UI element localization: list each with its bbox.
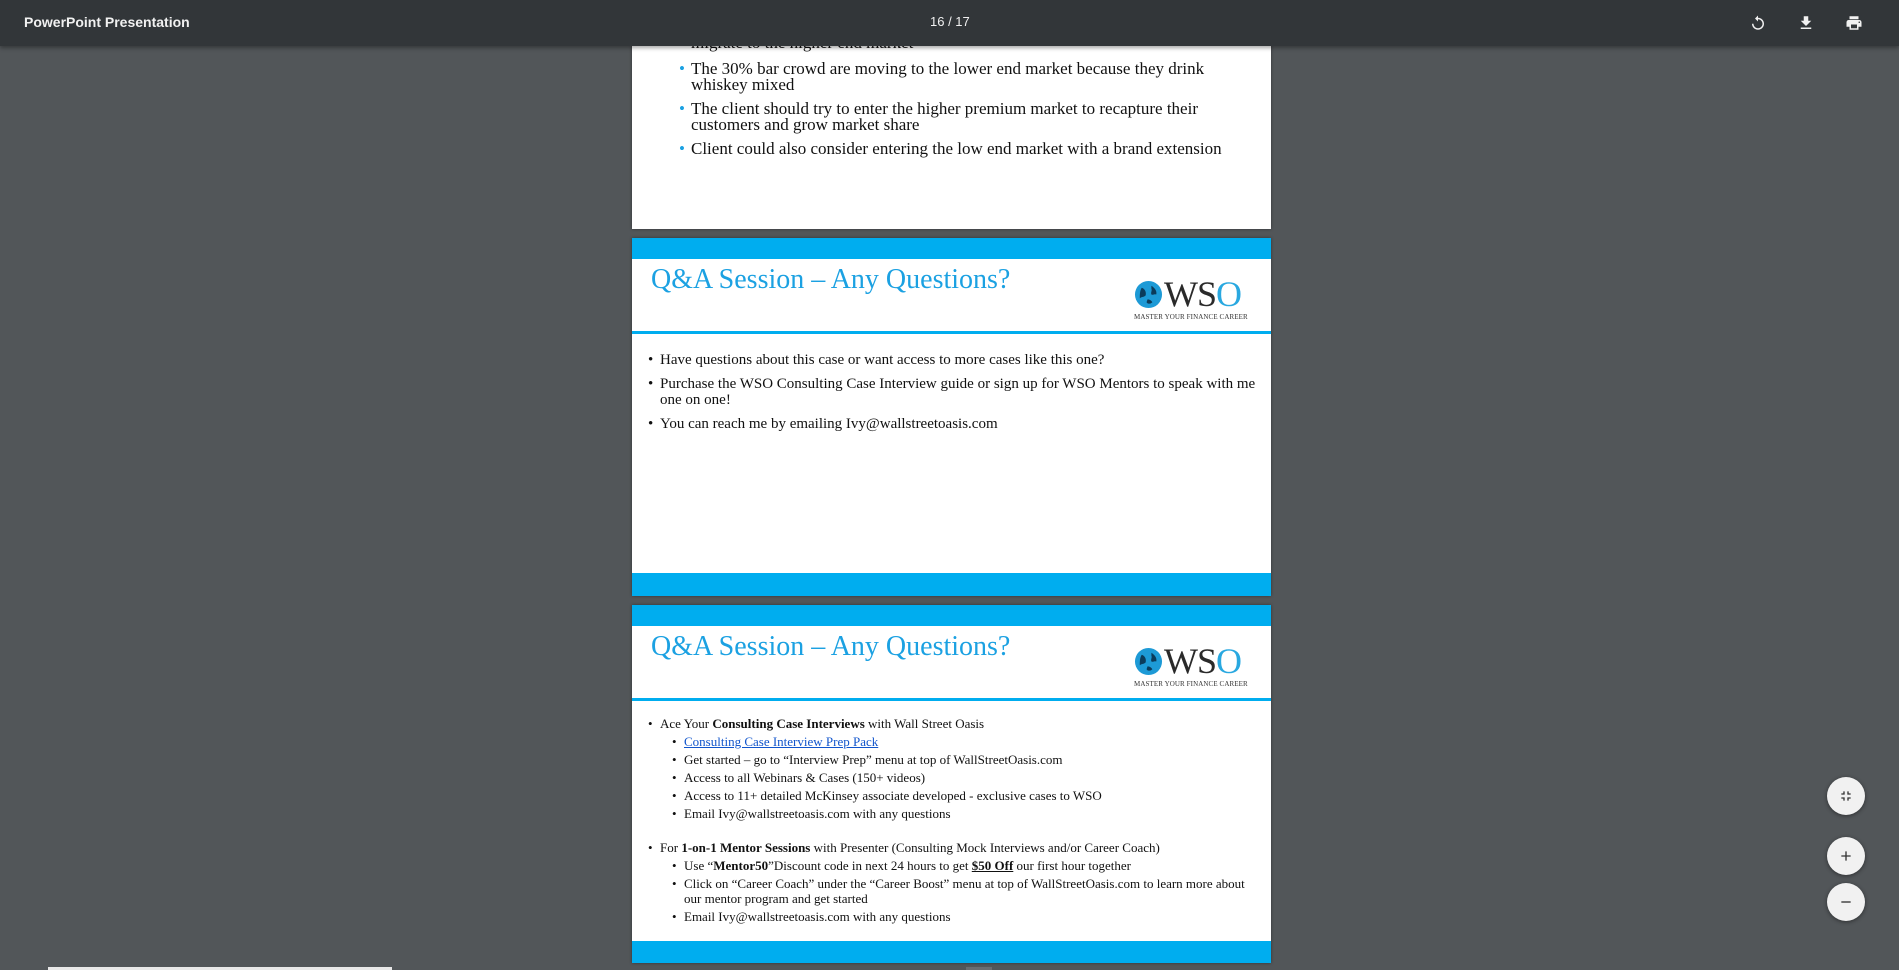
document-title: PowerPoint Presentation xyxy=(24,14,190,30)
fit-page-button[interactable] xyxy=(1827,777,1865,815)
list-item: • For 1-on-1 Mentor Sessions with Presenter (Consulting Mock Interviews and/or Career Coach) xyxy=(648,840,1258,855)
slide-title: Q&A Session – Any Questions? xyxy=(651,264,1011,295)
list-item: • Access to 11+ detailed McKinsey associate developed - exclusive cases to WSO xyxy=(672,788,1258,803)
logo-wordmark: WSO xyxy=(1164,641,1242,681)
list-item: • Purchase the WSO Consulting Case Interview guide or sign up for WSO Mentors to speak with me one on one! xyxy=(648,376,1258,408)
slide-prev xyxy=(632,30,1271,229)
list-item: • Have questions about this case or want access to more cases like this one? xyxy=(648,352,1258,368)
list-item: • Get started – go to “Interview Prep” menu at top of WallStreetOasis.com xyxy=(672,752,1258,767)
fit-page-icon xyxy=(1838,788,1854,804)
list-item: • Email Ivy@wallstreetoasis.com with any questions xyxy=(672,806,1258,821)
qa-bullet-list xyxy=(648,352,1258,440)
slide-qa-2 xyxy=(632,605,1271,963)
offer-bullet-list xyxy=(648,716,1258,927)
title-divider xyxy=(632,331,1271,334)
rotate-button[interactable] xyxy=(1744,10,1772,36)
viewer-toolbar xyxy=(0,0,1899,46)
print-icon xyxy=(1845,14,1863,32)
page-indicator[interactable]: 16 / 17 xyxy=(930,14,970,29)
list-item: • The client should try to enter the higher premium market to recapture their customers and grow market share xyxy=(679,101,1239,133)
logo-tagline: MASTER YOUR FINANCE CAREER xyxy=(1134,680,1248,688)
zoom-in-button[interactable] xyxy=(1827,837,1865,875)
title-divider xyxy=(632,698,1271,701)
list-item: • Email Ivy@wallstreetoasis.com with any questions xyxy=(672,909,1258,924)
globe-icon xyxy=(1134,647,1163,676)
rotate-icon xyxy=(1749,14,1767,32)
print-button[interactable] xyxy=(1840,10,1868,36)
wso-logo xyxy=(1134,274,1254,324)
zoom-out-icon xyxy=(1838,894,1854,910)
logo-wordmark: WSO xyxy=(1164,274,1242,314)
list-item: • The 30% bar crowd are moving to the lower end market because they drink whiskey mixed xyxy=(679,61,1239,93)
list-item: • Use “Mentor50”Discount code in next 24 hours to get $50 Off our first hour together xyxy=(672,858,1258,873)
prep-pack-link[interactable]: • Consulting Case Interview Prep Pack xyxy=(672,734,1258,749)
list-item: • Access to all Webinars & Cases (150+ videos) xyxy=(672,770,1258,785)
slide-title: Q&A Session – Any Questions? xyxy=(651,631,1011,662)
slide-bottom-bar xyxy=(632,573,1271,596)
wso-logo xyxy=(1134,641,1254,691)
list-item: • Client could also consider entering the low end market with a brand extension xyxy=(679,141,1239,157)
globe-icon xyxy=(1134,280,1163,309)
logo-tagline: MASTER YOUR FINANCE CAREER xyxy=(1134,313,1248,321)
prev-bullet-list xyxy=(679,35,1239,165)
download-button[interactable] xyxy=(1792,10,1820,36)
list-item: • Click on “Career Coach” under the “Career Boost” menu at top of WallStreetOasis.com to learn more about our mentor program and get started xyxy=(672,876,1258,906)
zoom-out-button[interactable] xyxy=(1827,883,1865,921)
list-item: • Ace Your Consulting Case Interviews with Wall Street Oasis xyxy=(648,716,1258,731)
list-item: • You can reach me by emailing Ivy@wallstreetoasis.com xyxy=(648,416,1258,432)
slide-bottom-bar xyxy=(632,941,1271,963)
download-icon xyxy=(1797,14,1815,32)
slide-qa-1 xyxy=(632,238,1271,596)
slide-top-bar xyxy=(632,238,1271,259)
slide-top-bar xyxy=(632,605,1271,626)
zoom-in-icon xyxy=(1838,848,1854,864)
